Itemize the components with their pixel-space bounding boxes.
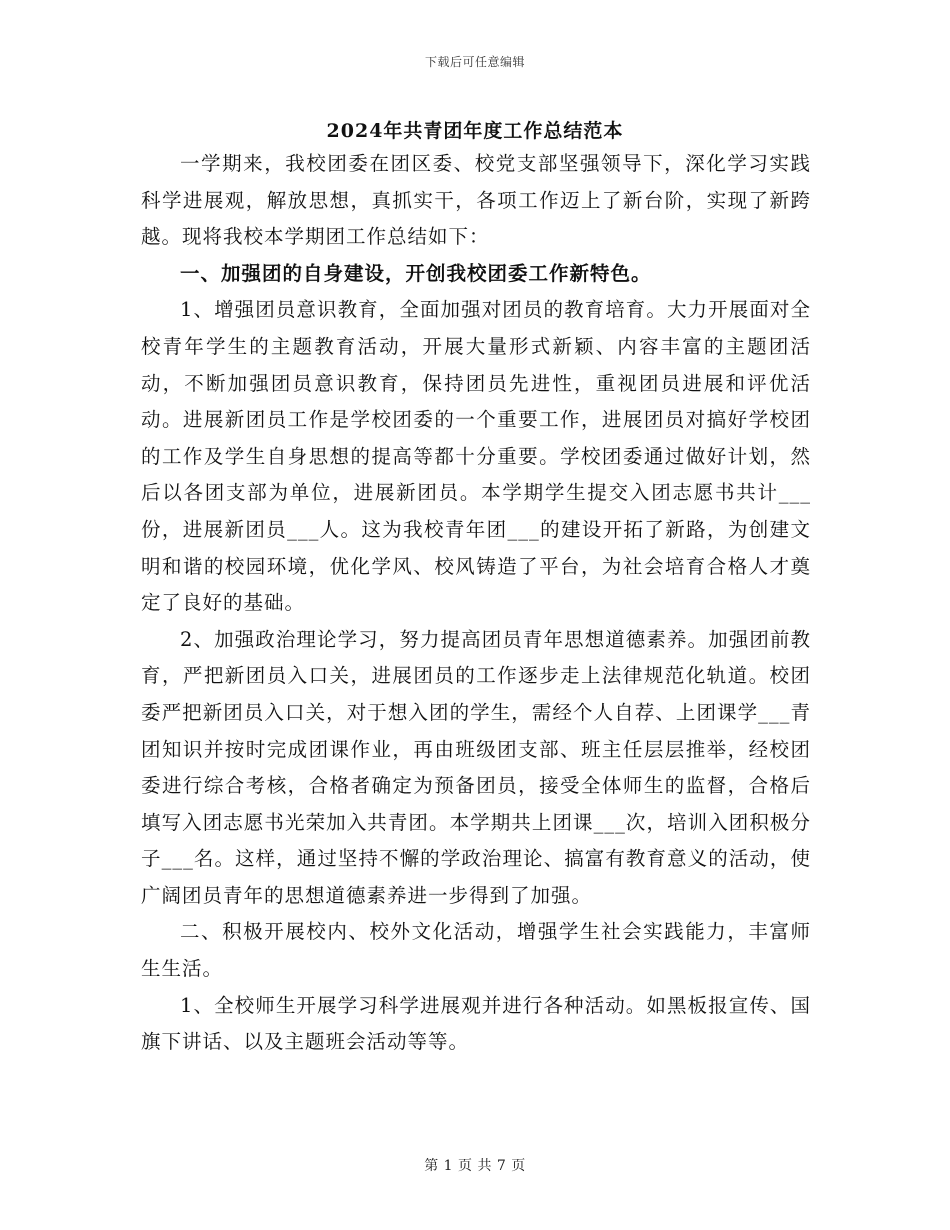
section-heading-2: 二、积极开展校内、校外文化活动，增强学生社会实践能力，丰富师生生活。 (141, 920, 811, 981)
paragraph-1-1: 1、增强团员意识教育，全面加强对团员的教育培育。大力开展面对全校青年学生的主题教育活动，开展大量形式新颖、内容丰富的主题团活动，不断加强团员意识教育，保持团员先进性，重视团员进展和评优活动。进展新团员工作是学校团委的一个重要工作，进展团员对搞好学校团的工作及学生自身思想的提高等都十分重要。学校团委通过做好计划，然后以各团支部为单位，进展新团员。本学期学生提交入团志愿书共计___份，进展新团员___人。这为我校青年团___的建设开拓了新路，为创建文明和谐的校园环境，优化学风、校风铸造了平台，为社会培育合格人才奠定了良好的基础。 (141, 298, 811, 615)
paragraph-1-2: 2、加强政治理论学习，努力提高团员青年思想道德素养。加强团前教育，严把新团员入口关，进展团员的工作逐步走上法律规范化轨道。校团委严把新团员入口关，对于想入团的学生，需经个人自荐、上团课学___青团知识并按时完成团课作业，再由班级团支部、班主任层层推举，经校团委进行综合考核，合格者确定为预备团员，接受全体师生的监督，合格后填写入团志愿书光荣加入共青团。本学期共上团课___次，培训入团积极分子___名。这样，通过坚持不懈的学政治理论、搞富有教育意义的活动，使广阔团员青年的思想道德素养进一步得到了加强。 (141, 627, 811, 907)
intro-paragraph: 一学期来，我校团委在团区委、校党支部坚强领导下，深化学习实践科学进展观，解放思想，真抓实干，各项工作迈上了新台阶，实现了新跨越。现将我校本学期团工作总结如下： (141, 152, 811, 249)
page-number: 第 1 页 共 7 页 (424, 1158, 526, 1174)
document-body (141, 146, 811, 1061)
section-heading-1: 一、加强团的自身建设，开创我校团委工作新特色。 (180, 261, 652, 285)
paragraph-2-1: 1、全校师生开展学习科学进展观并进行各种活动。如黑板报宣传、国旗下讲话、以及主题班会活动等等。 (141, 993, 811, 1054)
document-title: 2024年共青团年度工作总结范本 (326, 120, 624, 142)
header-note: 下载后可任意编辑 (424, 55, 525, 69)
